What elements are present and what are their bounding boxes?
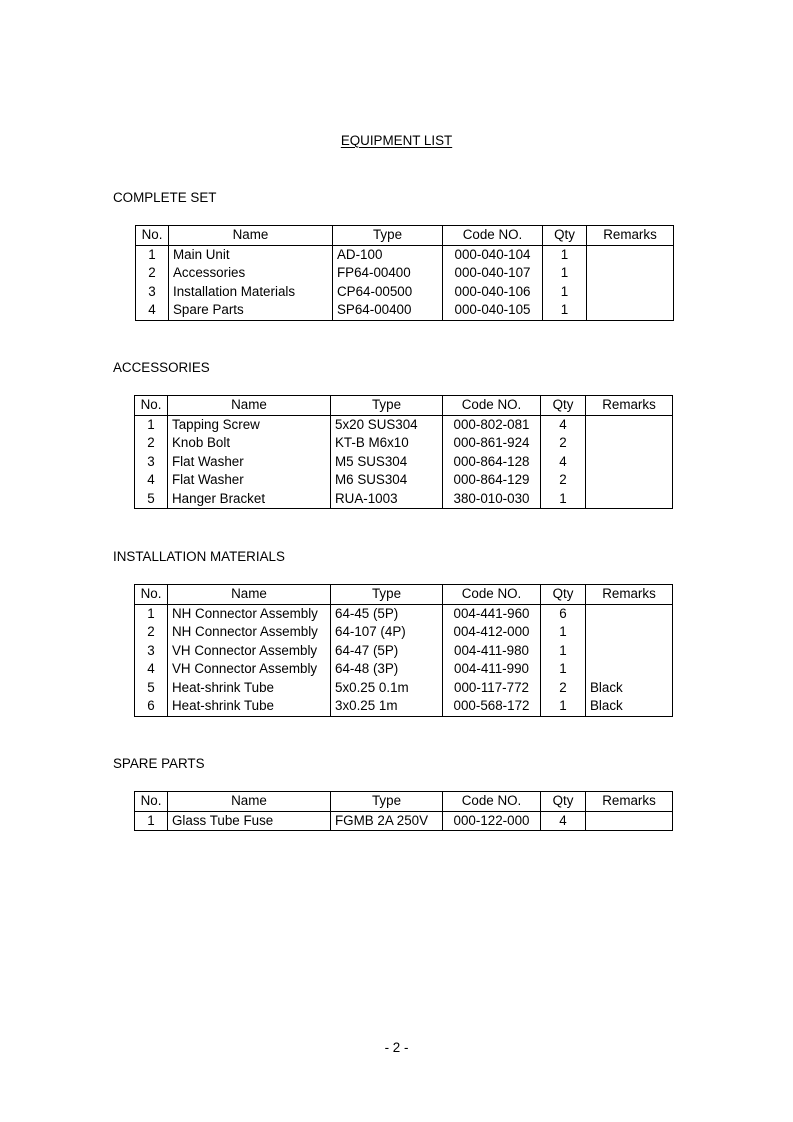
cell-name: Accessories bbox=[169, 264, 333, 283]
cell-code: 000-040-105 bbox=[443, 301, 543, 320]
cell-qty: 4 bbox=[541, 453, 586, 472]
cell-name: Glass Tube Fuse bbox=[168, 811, 331, 831]
cell-name: NH Connector Assembly bbox=[168, 604, 331, 623]
cell-type: KT-B M6x10 bbox=[331, 434, 443, 453]
cell-no: 1 bbox=[135, 415, 168, 434]
cell-code: 000-117-772 bbox=[443, 679, 541, 698]
col-header-name: Name bbox=[168, 792, 331, 812]
cell-remarks: Black bbox=[586, 679, 673, 698]
cell-code: 000-864-128 bbox=[443, 453, 541, 472]
cell-qty: 4 bbox=[541, 811, 586, 831]
cell-name: NH Connector Assembly bbox=[168, 623, 331, 642]
table-row bbox=[135, 604, 673, 623]
cell-name: Knob Bolt bbox=[168, 434, 331, 453]
cell-no: 2 bbox=[136, 264, 169, 283]
cell-code: 004-412-000 bbox=[443, 623, 541, 642]
cell-no: 1 bbox=[136, 245, 169, 264]
cell-remarks bbox=[586, 453, 673, 472]
cell-code: 000-568-172 bbox=[443, 697, 541, 716]
table-row bbox=[136, 245, 674, 264]
cell-code: 004-411-980 bbox=[443, 642, 541, 661]
table-header-row bbox=[135, 585, 673, 605]
col-header-code: Code NO. bbox=[443, 792, 541, 812]
spare-parts-table bbox=[134, 791, 673, 831]
table-row bbox=[136, 264, 674, 283]
table-row bbox=[135, 811, 673, 831]
cell-no: 3 bbox=[136, 283, 169, 302]
cell-type: FGMB 2A 250V bbox=[331, 811, 443, 831]
cell-remarks bbox=[586, 660, 673, 679]
cell-no: 3 bbox=[135, 453, 168, 472]
cell-remarks bbox=[586, 604, 673, 623]
col-header-name: Name bbox=[168, 396, 331, 416]
cell-no: 2 bbox=[135, 434, 168, 453]
section-title-complete-set: COMPLETE SET bbox=[113, 190, 217, 205]
cell-name: Flat Washer bbox=[168, 453, 331, 472]
cell-qty: 1 bbox=[543, 264, 587, 283]
table-row bbox=[135, 660, 673, 679]
cell-qty: 4 bbox=[541, 415, 586, 434]
cell-no: 3 bbox=[135, 642, 168, 661]
complete-set-table bbox=[135, 225, 674, 321]
cell-type: FP64-00400 bbox=[333, 264, 443, 283]
cell-code: 000-802-081 bbox=[443, 415, 541, 434]
table-row bbox=[136, 283, 674, 302]
cell-name: Heat-shrink Tube bbox=[168, 697, 331, 716]
col-header-qty: Qty bbox=[541, 396, 586, 416]
cell-no: 2 bbox=[135, 623, 168, 642]
cell-name: Tapping Screw bbox=[168, 415, 331, 434]
table-row bbox=[135, 697, 673, 716]
cell-qty: 2 bbox=[541, 471, 586, 490]
cell-name: Heat-shrink Tube bbox=[168, 679, 331, 698]
cell-code: 004-441-960 bbox=[443, 604, 541, 623]
cell-code: 000-122-000 bbox=[443, 811, 541, 831]
table-row bbox=[135, 471, 673, 490]
cell-name: Main Unit bbox=[169, 245, 333, 264]
cell-type: 64-47 (5P) bbox=[331, 642, 443, 661]
cell-no: 6 bbox=[135, 697, 168, 716]
cell-name: Flat Washer bbox=[168, 471, 331, 490]
cell-qty: 1 bbox=[543, 283, 587, 302]
cell-code: 004-411-990 bbox=[443, 660, 541, 679]
cell-code: 000-040-107 bbox=[443, 264, 543, 283]
col-header-qty: Qty bbox=[541, 585, 586, 605]
cell-type: RUA-1003 bbox=[331, 490, 443, 509]
col-header-code: Code NO. bbox=[443, 396, 541, 416]
cell-type: 64-45 (5P) bbox=[331, 604, 443, 623]
installation-materials-table bbox=[134, 584, 673, 717]
cell-name: Hanger Bracket bbox=[168, 490, 331, 509]
cell-remarks bbox=[587, 301, 674, 320]
col-header-type: Type bbox=[333, 226, 443, 246]
section-title-accessories: ACCESSORIES bbox=[113, 360, 210, 375]
section-title-installation-materials: INSTALLATION MATERIALS bbox=[113, 549, 285, 564]
col-header-no: No. bbox=[135, 585, 168, 605]
cell-no: 5 bbox=[135, 490, 168, 509]
col-header-type: Type bbox=[331, 396, 443, 416]
table-row bbox=[135, 642, 673, 661]
col-header-code: Code NO. bbox=[443, 585, 541, 605]
col-header-remarks: Remarks bbox=[587, 226, 674, 246]
accessories-table bbox=[134, 395, 673, 509]
col-header-remarks: Remarks bbox=[586, 585, 673, 605]
cell-qty: 2 bbox=[541, 679, 586, 698]
table-row bbox=[136, 301, 674, 320]
cell-no: 5 bbox=[135, 679, 168, 698]
cell-name: VH Connector Assembly bbox=[168, 660, 331, 679]
table-header-row bbox=[135, 792, 673, 812]
col-header-no: No. bbox=[136, 226, 169, 246]
table-row bbox=[135, 679, 673, 698]
cell-code: 000-864-129 bbox=[443, 471, 541, 490]
col-header-name: Name bbox=[169, 226, 333, 246]
table-header-row bbox=[135, 396, 673, 416]
cell-remarks bbox=[586, 415, 673, 434]
col-header-qty: Qty bbox=[541, 792, 586, 812]
col-header-name: Name bbox=[168, 585, 331, 605]
col-header-remarks: Remarks bbox=[586, 792, 673, 812]
cell-qty: 1 bbox=[541, 697, 586, 716]
cell-remarks bbox=[586, 471, 673, 490]
cell-code: 000-040-106 bbox=[443, 283, 543, 302]
cell-name: Installation Materials bbox=[169, 283, 333, 302]
cell-type: 64-48 (3P) bbox=[331, 660, 443, 679]
cell-qty: 1 bbox=[543, 301, 587, 320]
cell-type: CP64-00500 bbox=[333, 283, 443, 302]
cell-qty: 1 bbox=[541, 490, 586, 509]
cell-type: M5 SUS304 bbox=[331, 453, 443, 472]
cell-type: 5x20 SUS304 bbox=[331, 415, 443, 434]
section-title-spare-parts: SPARE PARTS bbox=[113, 756, 205, 771]
table-header-row bbox=[136, 226, 674, 246]
cell-qty: 6 bbox=[541, 604, 586, 623]
cell-qty: 1 bbox=[541, 642, 586, 661]
table-row bbox=[135, 434, 673, 453]
cell-remarks bbox=[587, 283, 674, 302]
col-header-remarks: Remarks bbox=[586, 396, 673, 416]
cell-remarks bbox=[587, 264, 674, 283]
cell-remarks bbox=[586, 623, 673, 642]
page-number: - 2 - bbox=[384, 1040, 409, 1055]
cell-code: 000-040-104 bbox=[443, 245, 543, 264]
cell-type: 64-107 (4P) bbox=[331, 623, 443, 642]
cell-remarks bbox=[586, 490, 673, 509]
cell-no: 1 bbox=[135, 604, 168, 623]
cell-no: 4 bbox=[135, 471, 168, 490]
col-header-type: Type bbox=[331, 792, 443, 812]
cell-qty: 1 bbox=[543, 245, 587, 264]
cell-type: SP64-00400 bbox=[333, 301, 443, 320]
col-header-no: No. bbox=[135, 396, 168, 416]
cell-remarks bbox=[586, 434, 673, 453]
cell-type: 3x0.25 1m bbox=[331, 697, 443, 716]
col-header-no: No. bbox=[135, 792, 168, 812]
cell-no: 1 bbox=[135, 811, 168, 831]
col-header-type: Type bbox=[331, 585, 443, 605]
col-header-qty: Qty bbox=[543, 226, 587, 246]
cell-name: VH Connector Assembly bbox=[168, 642, 331, 661]
table-row bbox=[135, 453, 673, 472]
col-header-code: Code NO. bbox=[443, 226, 543, 246]
cell-name: Spare Parts bbox=[169, 301, 333, 320]
cell-type: 5x0.25 0.1m bbox=[331, 679, 443, 698]
cell-qty: 1 bbox=[541, 660, 586, 679]
cell-code: 380-010-030 bbox=[443, 490, 541, 509]
cell-remarks: Black bbox=[586, 697, 673, 716]
page-title: EQUIPMENT LIST bbox=[340, 133, 453, 148]
table-row bbox=[135, 415, 673, 434]
table-row bbox=[135, 490, 673, 509]
cell-remarks bbox=[586, 811, 673, 831]
cell-qty: 1 bbox=[541, 623, 586, 642]
cell-type: M6 SUS304 bbox=[331, 471, 443, 490]
cell-qty: 2 bbox=[541, 434, 586, 453]
cell-code: 000-861-924 bbox=[443, 434, 541, 453]
table-row bbox=[135, 623, 673, 642]
cell-remarks bbox=[586, 642, 673, 661]
cell-type: AD-100 bbox=[333, 245, 443, 264]
cell-no: 4 bbox=[135, 660, 168, 679]
cell-no: 4 bbox=[136, 301, 169, 320]
cell-remarks bbox=[587, 245, 674, 264]
